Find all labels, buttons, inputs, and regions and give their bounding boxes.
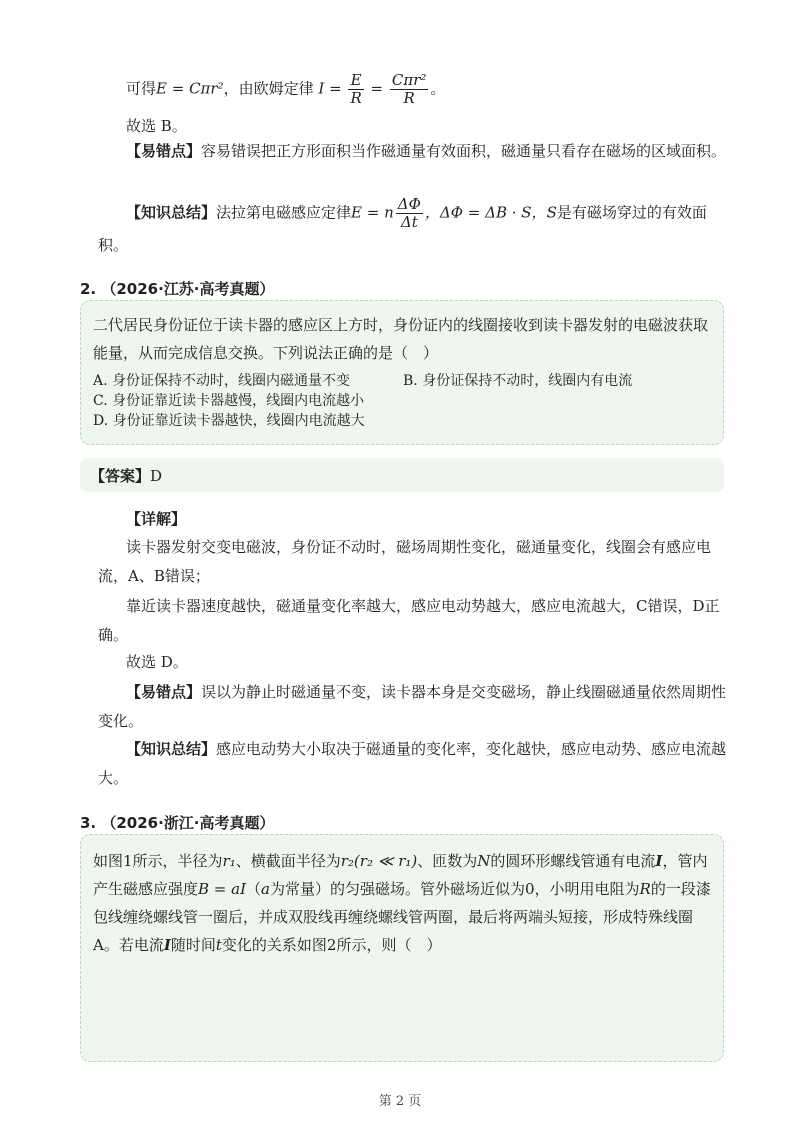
q3-question-box: [80, 834, 724, 1062]
summary-s: S: [546, 203, 557, 222]
summary-pre: 法拉第电磁感应定律: [216, 203, 352, 222]
q3-header: 3. （2026·浙江·高考真题）: [80, 814, 275, 832]
eq-sign: =: [370, 79, 384, 98]
page-number: 第 2 页: [378, 1094, 422, 1109]
answer-value: D: [150, 467, 163, 485]
q2-question-box: [80, 300, 724, 445]
sec1-line1: [98, 72, 728, 107]
answer-label: 【答案】: [90, 467, 151, 485]
fraction-e-over-r: $\frac{E}{R}$: [350, 71, 362, 107]
q2-options-row-1: [93, 371, 711, 391]
mistake-label: 【易错点】: [126, 142, 202, 160]
fraction-cpir2-over-r: $\frac{\text{Cπr²}}{R}$: [391, 71, 427, 107]
sec1-prefix: 可得: [126, 79, 157, 98]
q2-mistake: 【易错点】误以为静止时磁通量不变，读卡器本身是交变磁场，静止线圈磁通量依然周期性变化。: [98, 683, 727, 730]
summary-eq: E = n: [351, 203, 394, 222]
q2-answer-box: [80, 458, 724, 492]
q2-option-b[interactable]: B. 身份证保持不动时，线圈内有电流: [403, 373, 633, 389]
q2-option-d[interactable]: D. 身份证靠近读卡器越快，线圈内电流越大: [93, 413, 365, 429]
sec1-choice: 故选 B。: [126, 117, 187, 135]
q2-summary: 【知识总结】感应电动势大小取决于磁通量的变化率，变化越快，感应电动势、感应电流越大。: [98, 740, 727, 787]
sec1-mid: ，由欧姆定律: [223, 79, 314, 98]
sec1-end: 。: [430, 79, 446, 98]
summary-post: 是有磁场穿过的有效面积。: [98, 203, 707, 254]
summary-mid: ，ΔΦ = ΔB · S，: [424, 203, 547, 222]
fraction-dphi-over-dt: $\frac{\Delta\Phi}{\Delta t}$: [397, 195, 421, 231]
q2-choice: 故选 D。: [126, 653, 188, 671]
q2-detail-2: 靠近读卡器速度越快，磁通量变化率越大，感应电动势越大，感应电流越大，C错误，D正确。: [98, 597, 720, 644]
q2-detail-label: 【详解】: [126, 510, 187, 528]
sec1-eq1: E = Cπr²: [156, 79, 224, 98]
q2-detail-1: 读卡器发射交变电磁波，身份证不动时，磁场周期性变化，磁通量变化，线圈会有感应电流，A、B错误；: [98, 538, 712, 585]
summary-label: 【知识总结】: [126, 203, 217, 222]
sec1-summary: [98, 196, 728, 260]
q2-option-c[interactable]: C. 身份证靠近读卡器越慢，线圈内电流越小: [93, 393, 365, 409]
mistake-text: 容易错误把正方形面积当作磁通量有效面积，磁通量只看存在磁场的区域面积。: [201, 142, 727, 160]
sec1-eq2-lhs: I =: [318, 79, 342, 98]
q3-stem: 如图1所示，半径为r₁、横截面半径为r₂(r₂ ≪ r₁)、匝数为N的圆环形螺线管通有电流I，管内产生磁感应强度B = aI（a为常量）的匀强磁场。管外磁场近似为0，小明用电阻为R的一段漆包线缠绕螺线管一圈后，并成双股线再缠绕螺线管两圈，最后将两端头短接，形成特殊线圈A。若电流I随时间t变化的关系如图2所示，则（ ）: [93, 852, 711, 954]
q2-option-a[interactable]: A. 身份证保持不动时，线圈内磁通量不变: [93, 373, 351, 389]
sec1-mistake: [98, 137, 728, 166]
q2-stem: 二代居民身份证位于读卡器的感应区上方时，身份证内的线圈接收到读卡器发射的电磁波获取能量，从而完成信息交换。下列说法正确的是（ ）: [93, 316, 709, 362]
q2-header: 2. （2026·江苏·高考真题）: [80, 280, 275, 298]
